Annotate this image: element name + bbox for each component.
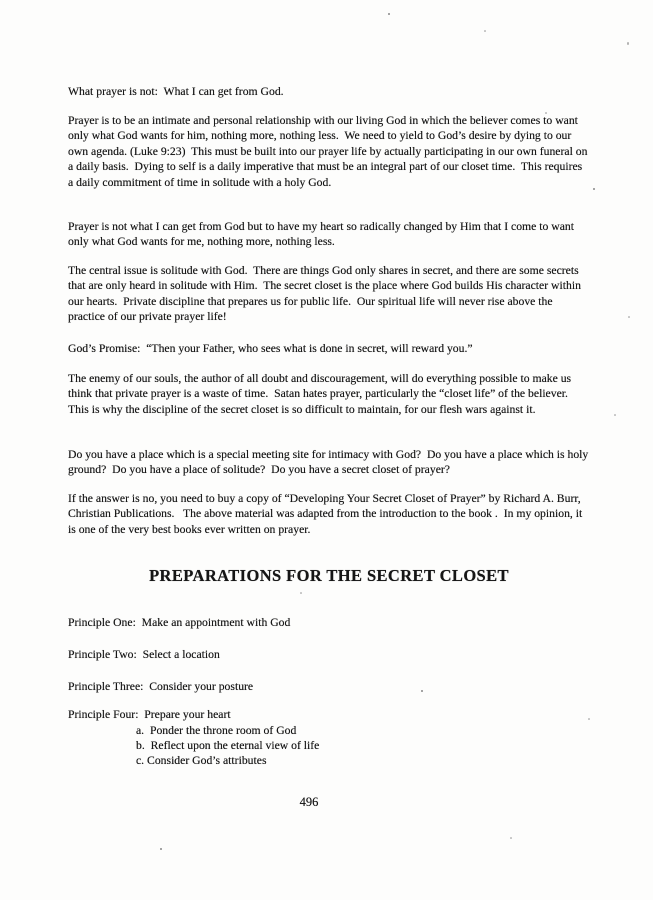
intro-line: What prayer is not: What I can get from God. xyxy=(68,85,284,98)
scan-speck xyxy=(510,837,512,839)
gods-promise-line: God’s Promise: “Then your Father, who sees what is done in secret, will reward you.” xyxy=(68,342,473,355)
scan-speck xyxy=(388,13,390,15)
paragraph: Prayer is to be an intimate and personal relationship with our living God in which the believer comes to want only what God wants for him, nothing more, nothing less. We need to yield to God’s desire by dying to our own agenda. (Luke 9:23) This must be built into our prayer life by actually participating in our own funeral on a daily basis. Dying to self is a daily imperative that must be an integral part of our closet time. This requires a daily commitment of time in solitude with a holy God. xyxy=(68,114,591,189)
page-number: 496 xyxy=(299,795,319,809)
scan-speck xyxy=(300,592,302,594)
paragraph: Do you have a place which is a special meeting site for intimacy with God? Do you have a place which is holy ground? Do you have a place of solitude? Do you have a secret closet of prayer? xyxy=(68,448,592,477)
scan-speck xyxy=(628,316,630,318)
principle-two-line: Principle Two: Select a location xyxy=(68,648,220,661)
scan-speck xyxy=(421,690,423,692)
scan-speck xyxy=(484,30,486,32)
subitem-a: a. Ponder the throne room of God xyxy=(136,724,297,737)
paragraph: The enemy of our souls, the author of all doubt and discouragement, will do everything possible to make us think that private prayer is a waste of time. Satan hates prayer, particularly the “closet life” of the believer. This is why the discipline of the secret closet is so difficult to maintain, for our flesh wars against it. xyxy=(68,372,575,416)
subitem-b: b. Reflect upon the eternal view of life xyxy=(136,739,320,752)
subitem-c: c. Consider God’s attributes xyxy=(136,754,267,767)
scan-speck xyxy=(160,848,162,850)
paragraph: Prayer is not what I can get from God but to have my heart so radically changed by Him that I come to want only what God wants for me, nothing more, nothing less. xyxy=(68,220,577,249)
scan-speck xyxy=(627,42,629,45)
paragraph: The central issue is solitude with God. There are things God only shares in secret, and there are some secrets that are only heard in solitude with Him. The secret closet is the place where God builds His character within our hearts. Private discipline that prepares us for public life. Our spiritual life will never rise above the practice of our private prayer life! xyxy=(68,264,584,324)
scan-speck xyxy=(593,188,595,190)
scan-speck xyxy=(614,414,616,416)
principle-one-line: Principle One: Make an appointment with God xyxy=(68,616,291,629)
principle-three-line: Principle Three: Consider your posture xyxy=(68,680,254,693)
scan-speck xyxy=(588,718,590,720)
principle-four-line: Principle Four: Prepare your heart xyxy=(68,708,231,721)
scan-speck xyxy=(545,112,547,114)
section-heading: PREPARATIONS FOR THE SECRET CLOSET xyxy=(149,566,509,585)
paragraph: If the answer is no, you need to buy a copy of “Developing Your Secret Closet of Prayer” by Richard A. Burr, Christian Publications. The above material was adapted from the introduction to the book . In my opinion, it is one of the very best books ever written on prayer. xyxy=(68,492,586,536)
